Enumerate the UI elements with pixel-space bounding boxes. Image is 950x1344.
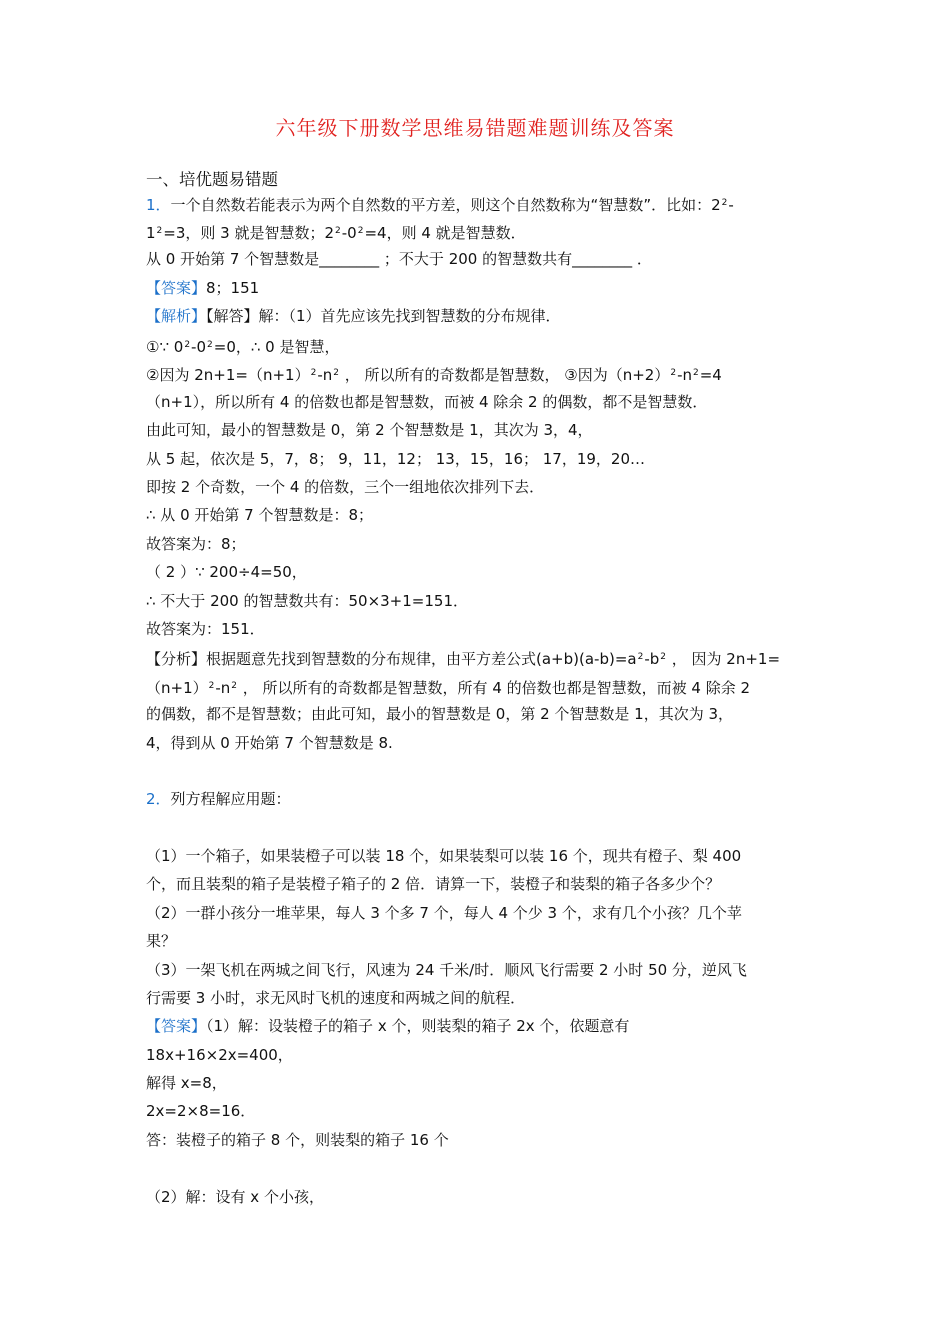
answer-label: 【答案】 xyxy=(146,1017,207,1035)
q2-part-2-line-1: （2）一群小孩分一堆苹果，每人 3 个多 7 个，每人 4 个少 3 个，求有几个小孩？几个苹 xyxy=(146,904,742,922)
q1-analysis-head: 【解析】【解答】解：（1）首先应该先找到智慧数的分布规律． xyxy=(146,307,561,325)
q1-number: 1． xyxy=(146,196,171,214)
q1-step-5: 从 5 起，依次是 5，7，8； 9，11，12； 13，15，16； 17，19，20… xyxy=(146,450,646,468)
q2-answer-6: （2）解：设有 x 个小孩， xyxy=(146,1188,324,1206)
q1-line-2: $1^2=3$，则 3 就是智慧数；$2^2-0^2=4$，则 4 就是智慧数． xyxy=(146,224,526,242)
q1-step-2: ②因为 $2n+1=(n+1)^2-n^2$ ， 所以所有的奇数都是智慧数， ③因为$(n+2)^2-n^2=4$ xyxy=(146,366,722,384)
q1-step-11: 故答案为：151． xyxy=(146,620,265,638)
q1-step-1: ①∵ $0^2-0^2=0$，∴ 0 是智慧， xyxy=(146,338,340,356)
q2-part-3-line-2: 行需要 3 小时，求无风时飞机的速度和两城之间的航程． xyxy=(146,989,526,1007)
q1-line-1: 1．一个自然数若能表示为两个自然数的平方差，则这个自然数称为“智慧数”．比如：$2^2-$ xyxy=(146,196,734,214)
q2-answer-2: 18x+16×2x=400， xyxy=(146,1046,293,1064)
q1-step-9: （ 2 ）∵ 200÷4=50， xyxy=(146,563,307,581)
q1-summary-2: $(n+1)^2-n^2$ ， 所以所有的奇数都是智慧数，所有 4 的倍数也都是智慧数，而被 4 除余 2 xyxy=(146,679,751,697)
q2-answer-3: 解得 x=8， xyxy=(146,1074,227,1092)
q1-answer: 【答案】8；151 xyxy=(146,279,260,297)
q1-step-3: （n+1），所以所有 4 的倍数也都是智慧数，而被 4 除余 2 的偶数，都不是智慧数． xyxy=(146,393,708,411)
q2-part-2-line-2: 果？ xyxy=(146,932,177,950)
q1-line-3: 从 0 开始第 7 个智慧数是________ ；不大于 200 的智慧数共有________ ． xyxy=(146,250,652,268)
section-heading: 一、培优题易错题 xyxy=(146,170,278,189)
answer-label: 【答案】 xyxy=(146,279,207,297)
document-title: 六年级下册数学思维易错题难题训练及答案 xyxy=(275,116,675,140)
q1-step-6: 即按 2 个奇数，一个 4 的倍数，三个一组地依次排列下去． xyxy=(146,478,545,496)
q1-step-10: ∴ 不大于 200 的智慧数共有：50×3+1=151． xyxy=(146,592,468,610)
q1-summary-3: 的偶数，都不是智慧数；由此可知，最小的智慧数是 0，第 2 个智慧数是 1，其次为 3， xyxy=(146,705,734,723)
q2-answer-1: 【答案】（1）解：设装橙子的箱子 x 个，则装梨的箱子 2x 个，依题意有 xyxy=(146,1017,630,1035)
q1-step-4: 由此可知，最小的智慧数是 0，第 2 个智慧数是 1，其次为 3，4， xyxy=(146,421,593,439)
q1-summary-1: 【分析】根据题意先找到智慧数的分布规律，由平方差公式$(a+b)(a-b)=a^2-b^2$ ， 因为 2n+1= xyxy=(146,650,781,668)
q2-number: 2． xyxy=(146,790,171,808)
q2-answer-5: 答：装橙子的箱子 8 个，则装梨的箱子 16 个 xyxy=(146,1131,449,1149)
q2-part-3-line-1: （3）一架飞机在两城之间飞行，风速为 24 千米/时．顺风飞行需要 2 小时 50 分，逆风飞 xyxy=(146,961,747,979)
q2-part-1-line-1: （1）一个箱子，如果装橙子可以装 18 个，如果装梨可以装 16 个，现共有橙子、梨 400 xyxy=(146,847,742,865)
q2-answer-4: 2x=2×8=16． xyxy=(146,1102,256,1120)
q1-step-7: ∴ 从 0 开始第 7 个智慧数是：8； xyxy=(146,506,374,524)
q1-step-8: 故答案为：8； xyxy=(146,535,246,553)
q2-heading: 2．列方程解应用题： xyxy=(146,790,291,808)
analysis-label: 【解析】 xyxy=(146,307,207,325)
q1-summary-4: 4，得到从 0 开始第 7 个智慧数是 8. xyxy=(146,734,393,752)
q2-part-1-line-2: 个，而且装梨的箱子是装橙子箱子的 2 倍．请算一下，装橙子和装梨的箱子各多少个？ xyxy=(146,875,721,893)
